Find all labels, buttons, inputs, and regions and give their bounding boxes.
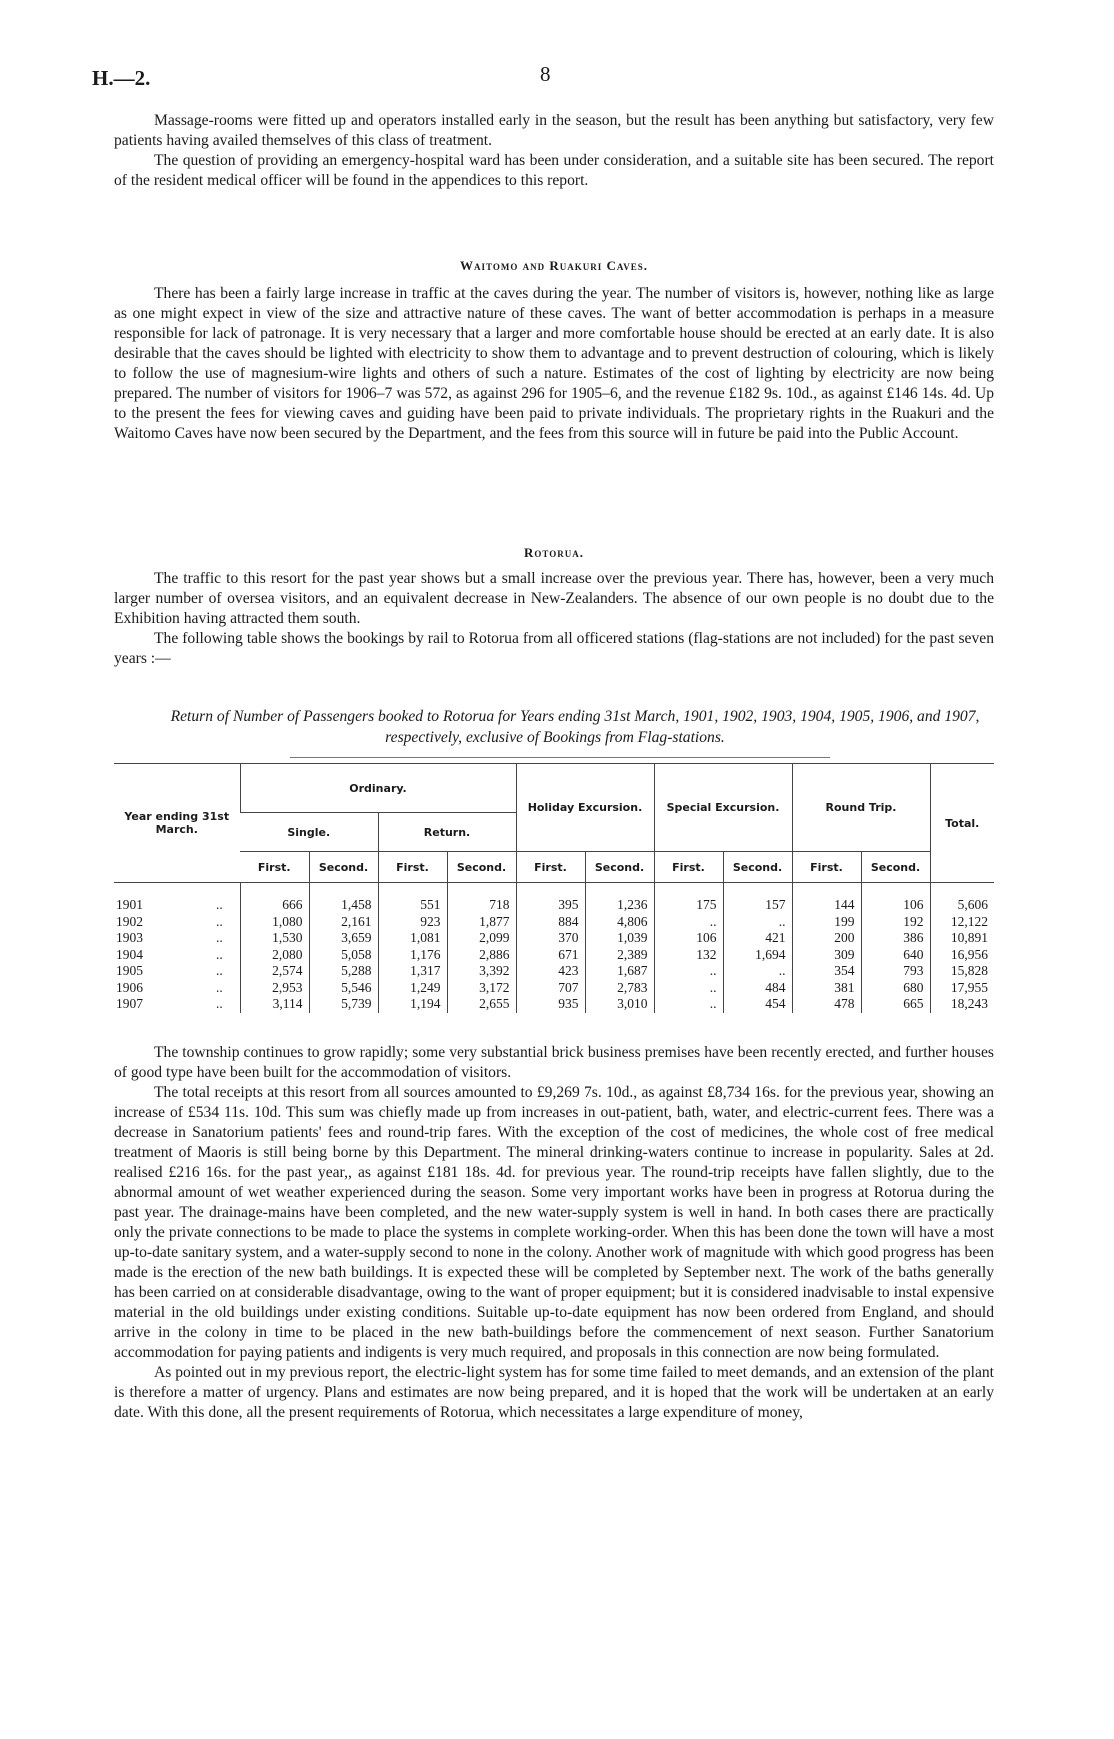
header-holiday-excursion: Holiday Excursion. — [516, 764, 654, 852]
table-cell: 2,655 — [479, 996, 510, 1011]
table-cell: 106 — [903, 897, 924, 912]
table-cell: 18,243 — [950, 996, 988, 1011]
header-return-first: First. — [378, 852, 447, 883]
table-cell: 381 — [834, 979, 855, 995]
col-holiday-first — [516, 883, 585, 1013]
leader-dots: .. — [216, 963, 223, 978]
table-cell: 370 — [558, 930, 579, 945]
table-cell: 484 — [765, 979, 786, 995]
header-year: Year ending 31st March. — [124, 810, 230, 836]
table-row-year — [116, 963, 234, 980]
table-cell: 935 — [558, 996, 579, 1011]
header-holiday-second: Second. — [585, 852, 654, 883]
section-heading-waitomo: Waitomo and Ruakuri Caves. — [460, 258, 648, 273]
table-cell: 395 — [558, 897, 579, 912]
table-cell: 3,010 — [617, 996, 648, 1011]
table-cell: .. — [709, 913, 717, 929]
table-cell: 15,828 — [950, 963, 988, 978]
table-cell: 5,546 — [341, 979, 372, 995]
table-cell: .. — [778, 963, 786, 978]
table-cell: 10,891 — [950, 930, 988, 945]
table-cell: 478 — [834, 996, 855, 1011]
table-cell: 3,659 — [341, 930, 372, 945]
header-total: Total. — [930, 764, 994, 883]
paragraph-massage-rooms: Massage-rooms were fitted up and operators installed early in the season, but the result has been anything but satisfactory, very few patients having availed themselves of this class of treatment. — [114, 112, 994, 149]
table-cell: 1,317 — [410, 963, 441, 978]
table-cell: 2,953 — [272, 979, 303, 995]
table-cell: .. — [709, 963, 717, 978]
col-special-second — [723, 883, 792, 1013]
table-row-year — [116, 897, 234, 914]
table-cell: .. — [709, 979, 717, 995]
table-cell: 157 — [765, 897, 786, 912]
table-cell: 2,783 — [617, 979, 648, 995]
table-cell: 1,458 — [341, 897, 372, 912]
header-holiday-first: First. — [516, 852, 585, 883]
table-cell: 1,176 — [410, 946, 441, 962]
year-label: 1906 — [116, 979, 143, 995]
table-cell: .. — [778, 913, 786, 929]
table-cell: 5,739 — [341, 996, 372, 1011]
table-cell: 454 — [765, 996, 786, 1011]
table-cell: 671 — [558, 946, 579, 962]
header-return-second: Second. — [447, 852, 516, 883]
col-total — [930, 883, 994, 1013]
table-cell: 2,080 — [272, 946, 303, 962]
table-cell: 132 — [696, 946, 717, 962]
table-cell: 3,392 — [479, 963, 510, 978]
header-special-second: Second. — [723, 852, 792, 883]
col-return-second — [447, 883, 516, 1013]
header-round-second: Second. — [861, 852, 930, 883]
col-single-first — [240, 883, 309, 1013]
year-label: 1904 — [116, 946, 143, 962]
table-cell: 1,081 — [410, 930, 441, 945]
table-cell: 2,161 — [341, 913, 372, 929]
table-cell: 2,574 — [272, 963, 303, 978]
rotorua-section — [114, 545, 994, 669]
table-cell: 923 — [420, 913, 441, 929]
table-cell: 192 — [903, 913, 924, 929]
table-cell: 421 — [765, 930, 786, 945]
col-round-second — [861, 883, 930, 1013]
header-ordinary: Ordinary. — [240, 764, 516, 813]
intro-section — [114, 111, 994, 191]
col-single-second — [309, 883, 378, 1013]
paragraph-rotorua-traffic: The traffic to this resort for the past year shows but a small increase over the previous year. There has, however, been a very much larger number of oversea visitors, and an equivalent decrease in New-Zealanders. The absence of our own people is no doubt due to the Exhibition having attracted them south. — [114, 570, 994, 627]
paragraph-emergency-ward: The question of providing an emergency-hospital ward has been under consideration, and a suitable site has been secured. The report of the resident medical officer will be found in the appendices to this report. — [114, 152, 994, 189]
leader-dots: .. — [216, 930, 223, 945]
col-holiday-second — [585, 883, 654, 1013]
table-row-year — [116, 947, 234, 964]
header-round-first: First. — [792, 852, 861, 883]
table-cell: 1,530 — [272, 930, 303, 945]
table-cell: 884 — [558, 913, 579, 929]
table-cell: 199 — [834, 913, 855, 929]
table-cell: 106 — [696, 930, 717, 945]
page-number: 8 — [540, 62, 551, 86]
table-cell: 640 — [903, 946, 924, 962]
year-label: 1902 — [116, 913, 143, 929]
year-label: 1901 — [116, 897, 143, 912]
table-cell: 793 — [903, 963, 924, 978]
caption-rule — [290, 757, 830, 758]
table-cell: 3,172 — [479, 979, 510, 995]
leader-dots: .. — [216, 946, 223, 962]
leader-dots: .. — [216, 897, 223, 912]
table-cell: 354 — [834, 963, 855, 978]
table-cell: 680 — [903, 979, 924, 995]
table-cell: 1,249 — [410, 979, 441, 995]
table-cell: 5,288 — [341, 963, 372, 978]
paragraph-table-intro: The following table shows the bookings by rail to Rotorua from all officered stations (flag-stations are not included) for the past seven years :— — [114, 630, 994, 667]
col-round-first — [792, 883, 861, 1013]
table-cell: 1,877 — [479, 913, 510, 929]
table-cell: 309 — [834, 946, 855, 962]
table-cell: 144 — [834, 897, 855, 912]
table-caption: Return of Number of Passengers booked to Rotorua for Years ending 31st March, 1901, 1902, 1903, 1904, 1905, 1906, and 1907, respectively, exclusive of Bookings from Flag-stations. — [170, 708, 980, 746]
header-special-excursion: Special Excursion. — [654, 764, 792, 852]
year-label: 1905 — [116, 963, 143, 978]
table-cell: 1,687 — [617, 963, 648, 978]
table-cell: .. — [709, 996, 717, 1011]
table-cell: 1,694 — [755, 946, 786, 962]
table-row-year — [116, 914, 234, 931]
table-cell: 175 — [696, 897, 717, 912]
table-cell: 665 — [903, 996, 924, 1011]
waitomo-section — [114, 258, 994, 444]
table-cell: 3,114 — [272, 996, 303, 1011]
table-cell: 200 — [834, 930, 855, 945]
table-cell: 666 — [282, 897, 303, 912]
header-single-second: Second. — [309, 852, 378, 883]
table-cell: 17,955 — [950, 979, 988, 995]
col-special-first — [654, 883, 723, 1013]
table-cell: 707 — [558, 979, 579, 995]
table-cell: 718 — [489, 897, 510, 912]
document-code: H.—2. — [92, 66, 151, 90]
header-single-first: First. — [257, 860, 291, 874]
section-heading-rotorua: Rotorua. — [524, 545, 584, 560]
passenger-return-table — [114, 763, 994, 1013]
year-label: 1903 — [116, 930, 143, 945]
table-body-row — [114, 883, 994, 1013]
header-single: Single. — [240, 813, 378, 852]
table-cell: 4,806 — [617, 913, 648, 929]
table-row-year — [116, 996, 234, 1013]
paragraph-township: The township continues to grow rapidly; some very substantial brick business premises have been recently erected, and further houses of good type have been built for the accommodation of visitors. — [114, 1044, 994, 1081]
table-cell: 12,122 — [950, 913, 988, 929]
col-return-first — [378, 883, 447, 1013]
leader-dots: .. — [216, 979, 223, 995]
paragraph-receipts: The total receipts at this resort from all sources amounted to £9,269 7s. 10d., as against £8,734 16s. for the previous year, showing an increase of £534 11s. 10d. This sum was chiefly made up from increases in out-patient, bath, water, and electric-current fees. There was a decrease in Sanatorium patients' fees and round-trip fares. With the exception of the cost of medicines, the whole cost of free medical treatment of Maoris is still being borne by this Department. The mineral drinking-waters continue to increase in popularity. Sales at 2d. realised £216 16s. for the past year,, as against £181 18s. 4d. for previous year. The round-trip receipts have fallen slightly, due to the abnormal amount of wet weather experienced during the season. Some very important works have been in progress at Rotorua during the past year. The drainage-mains have been completed, and the new water-supply system is well in hand. In both cases there are practically only the private connections to be made to place the systems in complete working-order. When this has been done the town will have a most up-to-date sanitary system, and a water-supply second to none in the colony. Another work of magnitude with which good progress has been made is the erection of the new bath buildings. It is expected these will be completed by September next. The work of the baths generally has been carried on at considerable disadvantage, owing to the want of proper equipment; but it is considered inadvisable to instal expensive material in the old buildings under existing conditions. Suitable up-to-date equipment has now been ordered from England, and should arrive in the colony in time to be placed in the new bath-buildings before the commencement of next season. Further Sanatorium accommodation for paying patients and indigents is very much required, and proposals in this connection are now being formulated. — [114, 1084, 994, 1361]
table-cell: 2,099 — [479, 930, 510, 945]
table-cell: 1,194 — [410, 996, 441, 1011]
table-cell: 1,080 — [272, 913, 303, 929]
table-cell: 16,956 — [950, 946, 988, 962]
year-label: 1907 — [116, 996, 143, 1011]
leader-dots: .. — [216, 996, 223, 1011]
table-cell: 551 — [420, 897, 441, 912]
header-return: Return. — [378, 813, 516, 852]
table-cell: 423 — [558, 963, 579, 978]
leader-dots: .. — [216, 913, 223, 929]
header-round-trip: Round Trip. — [792, 764, 930, 852]
table-cell: 5,058 — [341, 946, 372, 962]
table-cell: 1,236 — [617, 897, 648, 912]
paragraph-electric-light: As pointed out in my previous report, the electric-light system has for some time failed to meet demands, and an extension of the plant is therefore a matter of urgency. Plans and estimates are now being prepared, and it is hoped that the work will be undertaken at an early date. With this done, all the present requirements of Rotorua, which necessitates a large expenditure of money, — [114, 1364, 994, 1421]
table-cell: 5,606 — [957, 897, 988, 912]
header-special-first: First. — [654, 852, 723, 883]
table-cell: 386 — [903, 930, 924, 945]
table-caption-block — [130, 706, 980, 748]
table-cell: 1,039 — [617, 930, 648, 945]
table-row-year — [116, 980, 234, 997]
paragraph-waitomo-caves: There has been a fairly large increase in traffic at the caves during the year. The number of visitors is, however, nothing like as large as one might expect in view of the size and attractive nature of these caves. The want of better accommodation is perhaps in a measure responsible for lack of patronage. It is very necessary that a larger and more comfortable house should be erected at an early date. It is also desirable that the caves should be lighted with electricity to show them to advantage and to prevent destruction of colouring, which is likely to follow the use of magnesium-wire lights and others of such a nature. Estimates of the cost of lighting by electricity are now being prepared. The number of visitors for 1906–7 was 572, as against 296 for 1905–6, and the revenue £182 9s. 10d., as against £146 14s. 4d. Up to the present the fees for viewing caves and guiding have been paid to private individuals. The proprietary rights in the Ruakuri and the Waitomo Caves have now been secured by the Department, and the fees from this source will in future be paid into the Public Account. — [114, 285, 994, 442]
table-cell: 2,389 — [617, 946, 648, 962]
table-cell: 2,886 — [479, 946, 510, 962]
table-row-year — [116, 930, 234, 947]
year-column — [114, 883, 240, 1013]
after-table-section — [114, 1043, 994, 1423]
